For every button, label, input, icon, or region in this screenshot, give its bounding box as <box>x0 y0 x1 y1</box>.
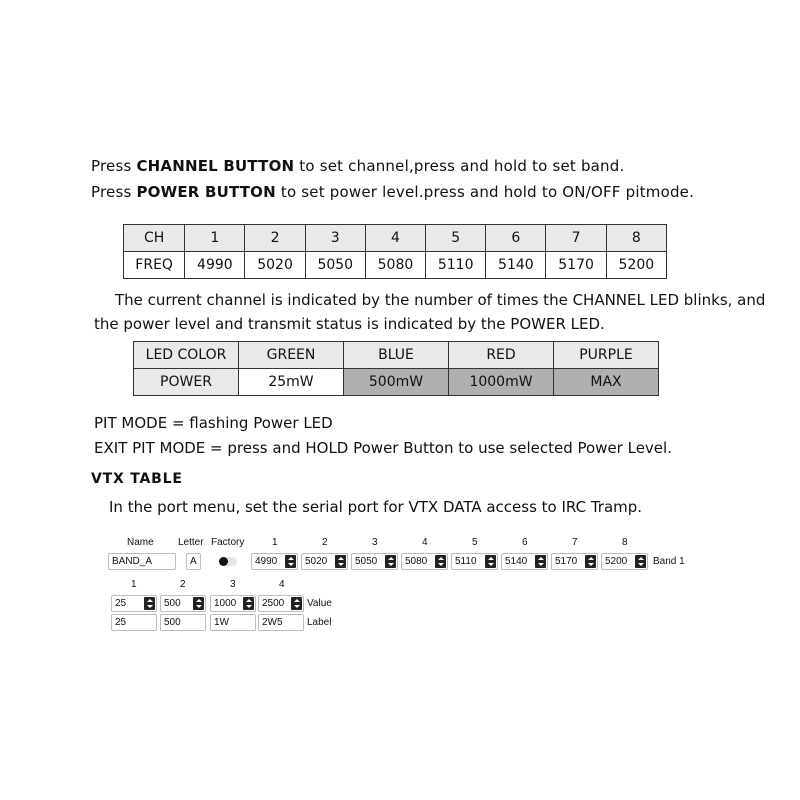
frequency-stepper[interactable] <box>401 553 448 570</box>
exit-pit-mode-text: EXIT PIT MODE = press and HOLD Power Button to use selected Power Level. <box>94 439 672 457</box>
power-value-stepper[interactable] <box>160 595 206 612</box>
col-name-label: Name <box>127 537 154 548</box>
spin-arrows-icon[interactable] <box>285 555 296 568</box>
led-color-cell: PURPLE <box>554 342 659 369</box>
frequency-stepper[interactable] <box>451 553 498 570</box>
freq-row <box>124 252 667 279</box>
channel-number-label: 1 <box>272 537 278 548</box>
band-name-input[interactable]: BAND_A <box>108 553 176 570</box>
frequency-stepper[interactable] <box>501 553 548 570</box>
frequency-value: 5020 <box>305 556 328 567</box>
factory-toggle[interactable] <box>219 557 237 566</box>
freq-cell: 5200 <box>606 252 666 279</box>
spin-arrows-icon[interactable] <box>243 597 254 610</box>
freq-cell: 4990 <box>185 252 245 279</box>
instruction-channel: Press CHANNEL BUTTON to set channel,press and hold to set band. <box>91 157 625 175</box>
frequency-value: 5200 <box>605 556 628 567</box>
ch-cell: 4 <box>365 225 425 252</box>
frequency-value: 5140 <box>505 556 528 567</box>
power-value: 500 <box>164 598 181 609</box>
ch-cell: 7 <box>546 225 606 252</box>
col-factory-label: Factory <box>211 537 245 548</box>
frequency-value: 5080 <box>405 556 428 567</box>
toggle-knob <box>219 557 228 566</box>
frequency-stepper[interactable] <box>551 553 598 570</box>
frequency-stepper[interactable] <box>251 553 298 570</box>
led-color-header: LED COLOR <box>134 342 239 369</box>
channel-frequency-table <box>123 224 667 279</box>
frequency-value: 5110 <box>455 556 477 567</box>
power-label-input[interactable]: 500 <box>160 614 206 631</box>
power-row <box>134 369 659 396</box>
led-color-cell: RED <box>449 342 554 369</box>
ch-cell: 6 <box>486 225 546 252</box>
spin-arrows-icon[interactable] <box>635 555 646 568</box>
power-value: 25 <box>115 598 127 609</box>
freq-cell: 5080 <box>365 252 425 279</box>
freq-cell: 5020 <box>245 252 305 279</box>
ch-header: CH <box>124 225 185 252</box>
frequency-stepper[interactable] <box>351 553 398 570</box>
frequency-value: 4990 <box>255 556 278 567</box>
frequency-value: 5170 <box>555 556 578 567</box>
power-value-stepper[interactable] <box>210 595 256 612</box>
power-label-input[interactable]: 1W <box>210 614 256 631</box>
power-header: POWER <box>134 369 239 396</box>
power-cell: 500mW <box>344 369 449 396</box>
spin-arrows-icon[interactable] <box>291 597 302 610</box>
ch-cell: 3 <box>305 225 365 252</box>
power-cell: 25mW <box>239 369 344 396</box>
spin-arrows-icon[interactable] <box>585 555 596 568</box>
description-line-1: The current channel is indicated by the number of times the CHANNEL LED blinks, and <box>115 291 766 309</box>
power-value-stepper[interactable] <box>258 595 304 612</box>
power-value-stepper[interactable] <box>111 595 157 612</box>
freq-cell: 5140 <box>486 252 546 279</box>
spin-arrows-icon[interactable] <box>385 555 396 568</box>
pit-mode-text: PIT MODE = flashing Power LED <box>94 414 333 432</box>
spin-arrows-icon[interactable] <box>193 597 204 610</box>
power-value: 1000 <box>214 598 237 609</box>
channel-number-label: 6 <box>522 537 528 548</box>
frequency-stepper[interactable] <box>601 553 648 570</box>
freq-header: FREQ <box>124 252 185 279</box>
ch-cell: 5 <box>426 225 486 252</box>
channel-number-label: 2 <box>322 537 328 548</box>
value-row-label: Value <box>307 598 332 609</box>
power-number-label: 4 <box>279 579 285 590</box>
power-label-input[interactable]: 25 <box>111 614 157 631</box>
freq-cell: 5170 <box>546 252 606 279</box>
ch-cell: 2 <box>245 225 305 252</box>
channel-number-label: 8 <box>622 537 628 548</box>
label-row-label: Label <box>307 617 332 628</box>
power-number-label: 3 <box>230 579 236 590</box>
spin-arrows-icon[interactable] <box>485 555 496 568</box>
led-color-row <box>134 342 659 369</box>
power-number-label: 1 <box>131 579 137 590</box>
spin-arrows-icon[interactable] <box>535 555 546 568</box>
channel-number-label: 5 <box>472 537 478 548</box>
vtx-table-heading: VTX TABLE <box>91 471 183 487</box>
channel-number-label: 7 <box>572 537 578 548</box>
spin-arrows-icon[interactable] <box>144 597 155 610</box>
led-power-table <box>133 341 659 396</box>
channel-row <box>124 225 667 252</box>
power-value: 2500 <box>262 598 285 609</box>
channel-number-label: 3 <box>372 537 378 548</box>
led-color-cell: BLUE <box>344 342 449 369</box>
power-cell: 1000mW <box>449 369 554 396</box>
band-label: Band 1 <box>653 556 685 567</box>
col-letter-label: Letter <box>178 537 204 548</box>
ch-cell: 1 <box>185 225 245 252</box>
led-color-cell: GREEN <box>239 342 344 369</box>
channel-number-label: 4 <box>422 537 428 548</box>
power-label-input[interactable]: 2W5 <box>258 614 304 631</box>
power-cell: MAX <box>554 369 659 396</box>
spin-arrows-icon[interactable] <box>335 555 346 568</box>
spin-arrows-icon[interactable] <box>435 555 446 568</box>
description-line-2: the power level and transmit status is indicated by the POWER LED. <box>94 315 605 333</box>
ch-cell: 8 <box>606 225 666 252</box>
channel-button-label: CHANNEL BUTTON <box>136 157 295 175</box>
frequency-value: 5050 <box>355 556 378 567</box>
band-letter-input[interactable]: A <box>186 553 201 570</box>
power-button-label: POWER BUTTON <box>136 183 276 201</box>
frequency-stepper[interactable] <box>301 553 348 570</box>
instruction-power: Press POWER BUTTON to set power level.press and hold to ON/OFF pitmode. <box>91 183 695 201</box>
freq-cell: 5050 <box>305 252 365 279</box>
freq-cell: 5110 <box>426 252 486 279</box>
power-number-label: 2 <box>180 579 186 590</box>
vtx-table-description: In the port menu, set the serial port for VTX DATA access to IRC Tramp. <box>109 498 643 516</box>
